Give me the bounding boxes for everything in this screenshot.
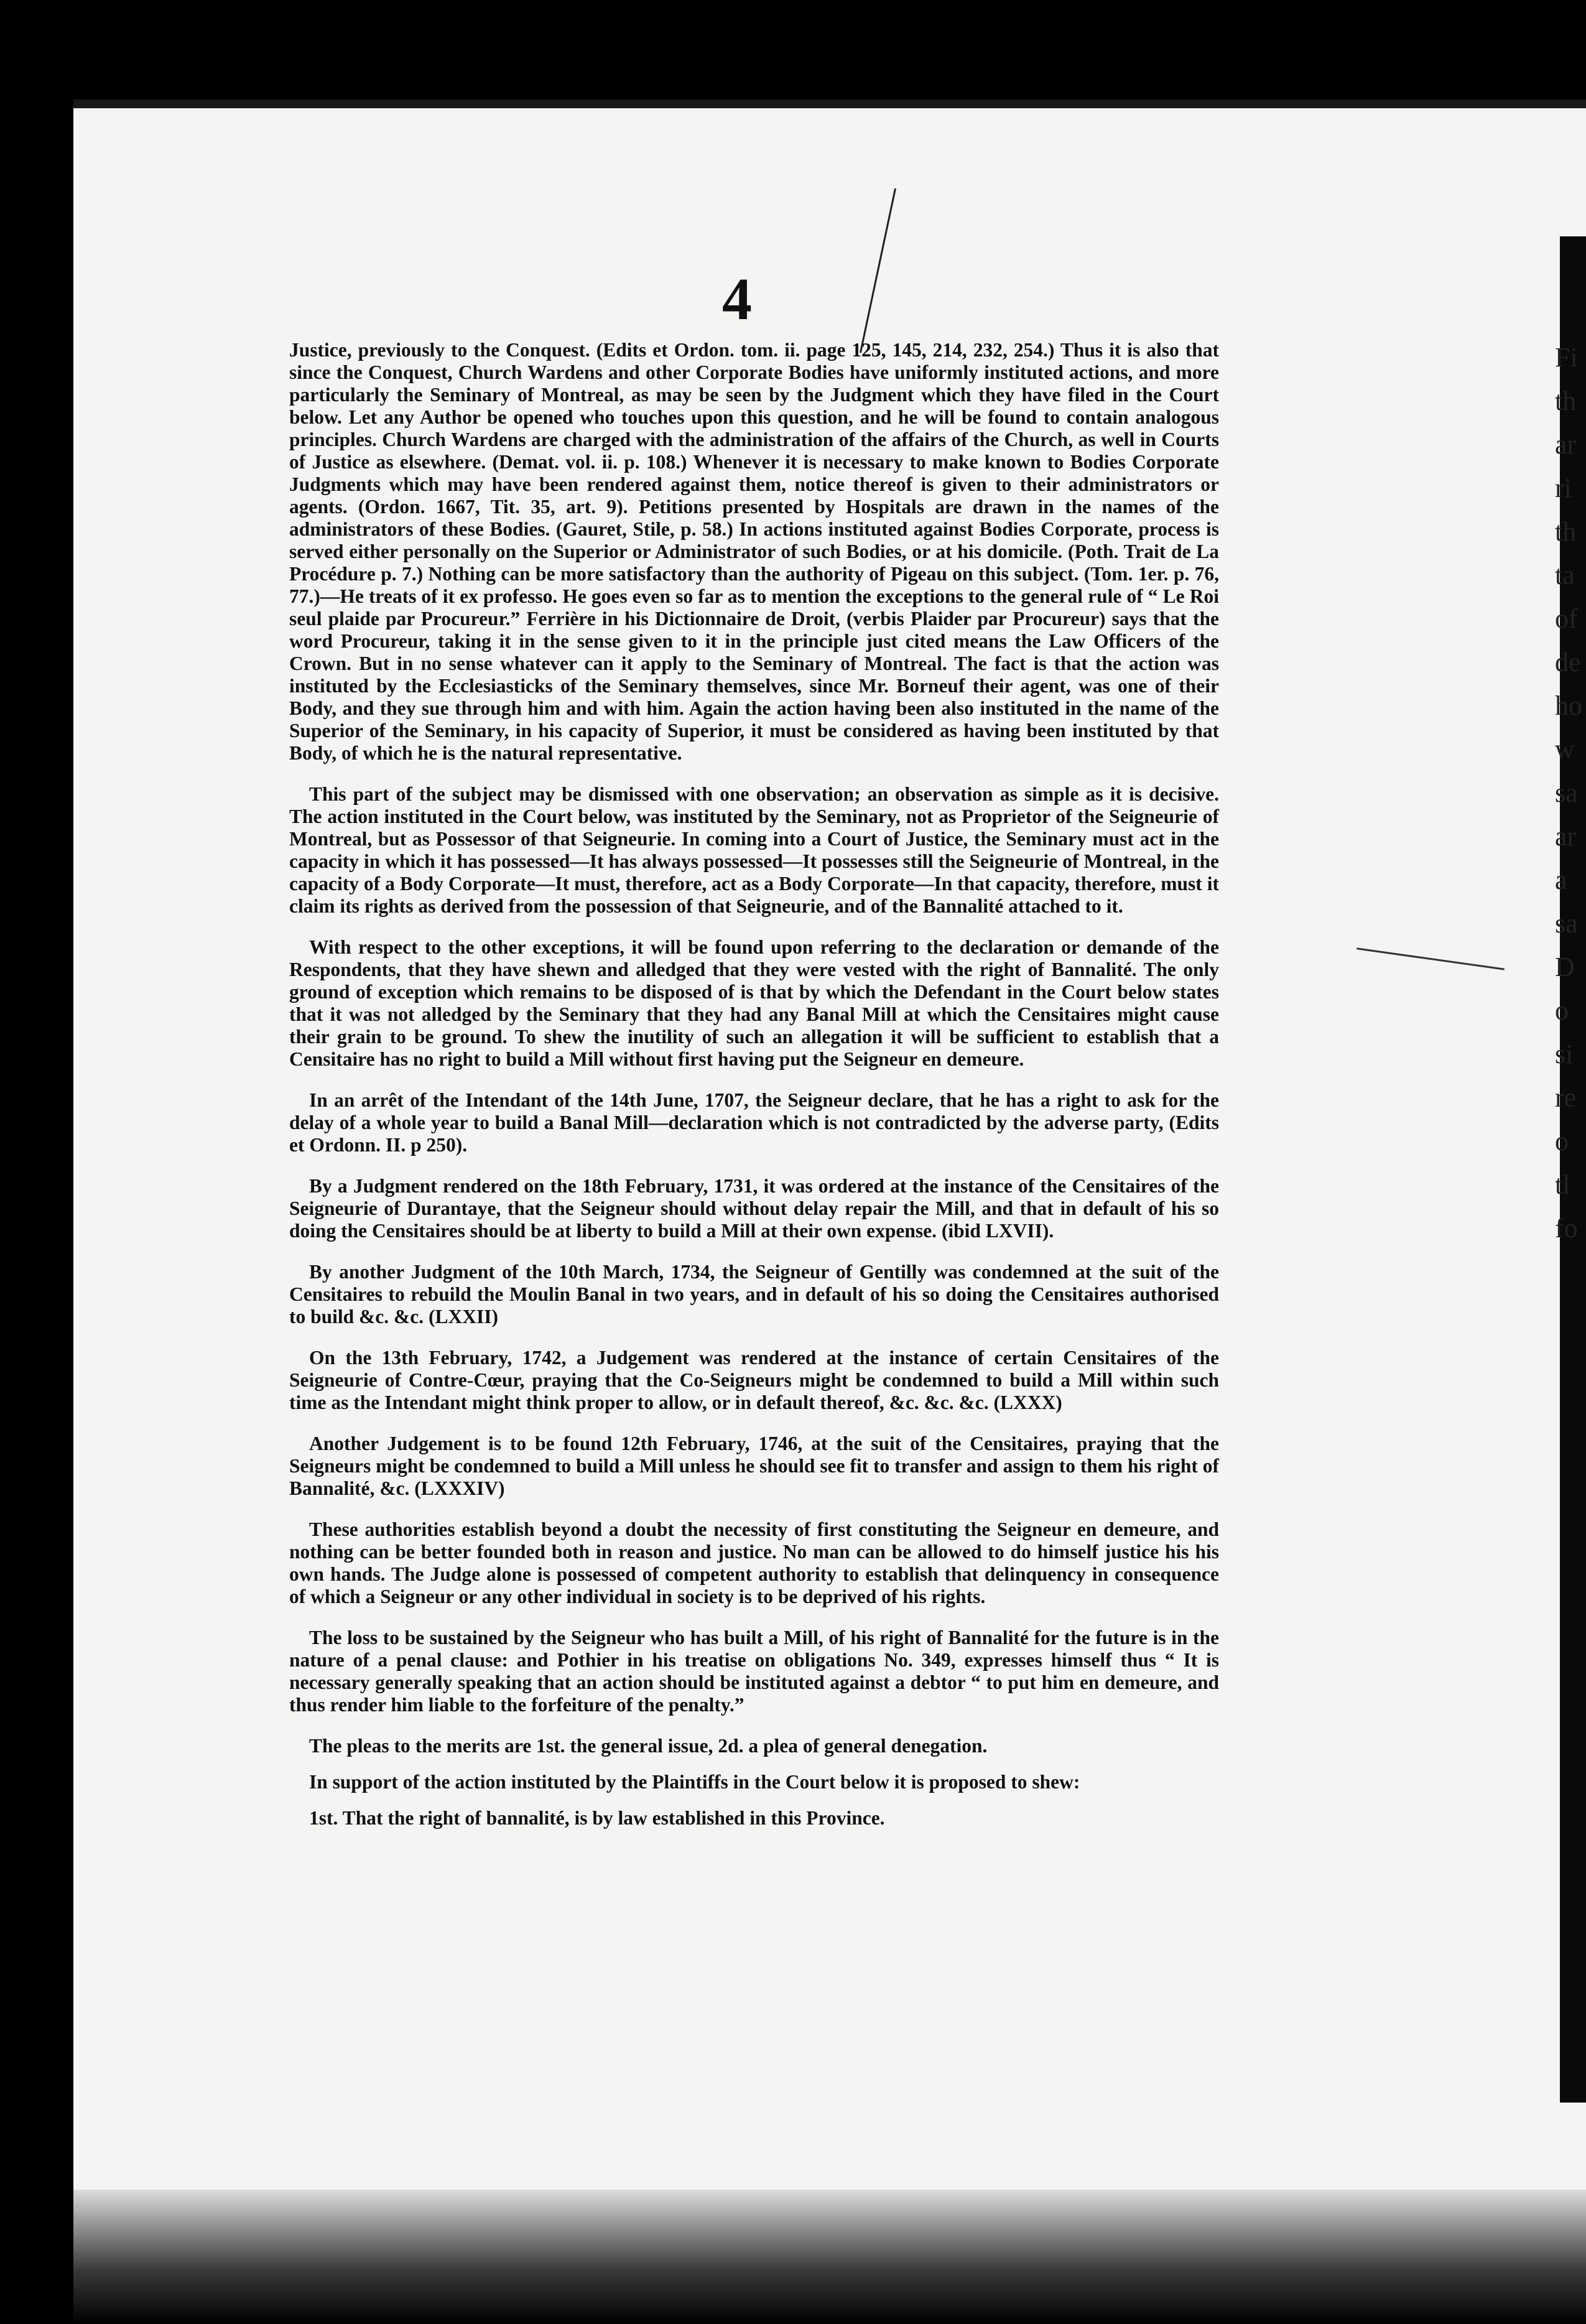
paragraph: The loss to be sustained by the Seigneur who has built a Mill, of his right of Bannalité for the future is in the nature of a penal clause: and Pothier in his treatise on obligations No. 349, expresses himself thus “ It is necessary generally speaking that an action should be instituted against a debtor “ to put him en demeure, and thus render him liable to the forfeiture of the penalty.” <box>289 1627 1219 1716</box>
paragraph: In an arrêt of the Intendant of the 14th June, 1707, the Seigneur declare, that he has a right to ask for the delay of a whole year to build a Banal Mill—declaration which is not contradicted by the adverse party, (Edits et Ordonn. II. p 250). <box>289 1089 1219 1156</box>
fragment: o <box>1555 995 1569 1026</box>
paragraph: On the 13th February, 1742, a Judgement was rendered at the instance of certain Censitaires of the Seigneurie of Contre-Cœur, praying that the Co-Seigneurs might be condemned to build a Mill within such time as the Intendant might think proper to allow, or in default thereof, &c. &c. &c. (LXXX) <box>289 1347 1219 1413</box>
document-body <box>289 339 1219 1843</box>
fragment: th <box>1555 516 1577 547</box>
fragment: de <box>1555 647 1581 677</box>
paragraph: By a Judgment rendered on the 18th February, 1731, it was ordered at the instance of the Censitaires of the Seigneurie of Durantaye, that the Seigneur should without delay repair the Mill, and that in default of his so doing the Censitaires should be at liberty to build a Mill at their own expense. (ibid LXVII). <box>289 1175 1219 1242</box>
paragraph: Justice, previously to the Conquest. (Edits et Ordon. tom. ii. page 125, 145, 214, 232, 254.) Thus it is also that since the Conquest, Church Wardens and other Corporate Bodies have uniformly instituted actions, and more particularly the Seminary of Montreal, as may be seen by the Judgment which they have filed in the Court below. Let any Author be opened who touches upon this question, and he will be found to contain analogous principles. Church Wardens are charged with the administration of the affairs of the Church, as well in Courts of Justice as elsewhere. (Demat. vol. ii. p. 108.) Whenever it is necessary to make known to Bodies Corporate Judgments which may have been rendered against them, notice thereof is given to their administrators or agents. (Ordon. 1667, Tit. 35, art. 9). Petitions presented by Hospitals are drawn in the names of the administrators of these Bodies. (Gauret, Stile, p. 58.) In actions instituted against Bodies Corporate, process is served either personally on the Superior or Administrator of such Bodies, or at his domicile. (Poth. Trait de La Procédure p. 7.) Nothing can be more satisfactory than the authority of Pigeau on this subject. (Tom. 1er. p. 76, 77.)—He treats of it ex professo. He goes even so far as to mention the exceptions to the general rule of “ Le Roi seul plaide par Procureur.” Ferrière in his Dictionnaire de Droit, (verbis Plaider par Procureur) says that the word Procureur, taking it in the sense given to it in the principle just cited means the Law Officers of the Crown. But in no sense whatever can it apply to the Seminary of Montreal. The fact is that the action was instituted by the Ecclesiasticks of the Seminary themselves, since Mr. Borneuf their agent, was one of their Body, and they sue through him and with him. Again the action having been also instituted in the name of the Superior of the Seminary, in his capacity of Superior, it must be considered as having been instituted by that Body, of which he is the natural representative. <box>289 339 1219 764</box>
fragment: o <box>1555 1126 1569 1156</box>
adjacent-page-fragments <box>1555 336 1586 2140</box>
fragment: th <box>1555 386 1577 416</box>
paragraph: With respect to the other exceptions, it will be found upon referring to the declaration or demande of the Respondents, that they have shewn and alledged that they were vested with the right of Bannalité. The only ground of exception which remains to be disposed of is that by which the Defendant in the Court below states that it was not alledged by the Seminary that they had any Banal Mill at which the Censitaires might cause their grain to be ground. To shew the inutility of such an allegation it will be sufficient to establish that a Censitaire has no right to build a Mill without first having put the Seigneur en demeure. <box>289 936 1219 1070</box>
fragment: a <box>1555 865 1567 895</box>
fragment: ar <box>1555 821 1577 852</box>
paragraph: The pleas to the merits are 1st. the general issue, 2d. a plea of general denegation. <box>309 1735 988 1757</box>
fragment: w <box>1555 734 1575 765</box>
paragraph: Another Judgement is to be found 12th February, 1746, at the suit of the Censitaires, praying that the Seigneurs might be condemned to build a Mill unless he should see fit to transfer and assign to them his right of Bannalité, &c. (LXXXIV) <box>289 1433 1219 1499</box>
fragment: of <box>1555 603 1578 634</box>
page-number: 4 <box>722 266 752 332</box>
paragraph: These authorities establish beyond a doubt the necessity of first constituting the Seigneur en demeure, and nothing can be better founded both in reason and justice. No man can be allowed to do himself justice his his own hands. The Judge alone is possessed of competent authority to establish that delinquency in consequence of which a Seigneur or any other individual in society is to be deprived of his rights. <box>289 1518 1219 1607</box>
fragment: ho <box>1555 690 1582 721</box>
paragraph: In support of the action instituted by the Plaintiffs in the Court below it is proposed to shew: <box>309 1771 1080 1793</box>
fragment: ri <box>1555 473 1572 503</box>
fragment: ar <box>1555 429 1577 460</box>
fragment: tl <box>1555 1169 1570 1200</box>
fragment: fo <box>1555 1213 1578 1243</box>
paragraph: 1st. That the right of bannalité, is by law established in this Province. <box>309 1807 885 1829</box>
fragment: si <box>1555 1039 1574 1069</box>
scan-bottom-shadow <box>73 2190 1586 2324</box>
paragraph: This part of the subject may be dismissed with one observation; an observation as simple as it is decisive. The action instituted in the Court below, was instituted by the Seminary, not as Proprietor of the Seigneurie of Montreal, but as Possessor of that Seigneurie. In coming into a Court of Justice, the Seminary must act in the capacity in which it has possessed—It has always possessed—It possesses still the Seigneurie of Montreal, in the capacity of a Body Corporate—It must, therefore, act as a Body Corporate—In that capacity, therefore, must it claim its rights as derived from the possession of that Seigneurie, and of the Bannalité attached to it. <box>289 783 1219 917</box>
fragment: D <box>1555 952 1575 982</box>
paragraph: By another Judgment of the 10th March, 1734, the Seigneur of Gentilly was condemned at the suit of the Censitaires to rebuild the Moulin Banal in two years, and in default of his so doing the Censitaires authorised to build &c. &c. (LXXII) <box>289 1261 1219 1327</box>
fragment: re <box>1555 1082 1577 1113</box>
fragment: ta <box>1555 560 1575 590</box>
fragment: sa <box>1555 908 1578 939</box>
fragment: Fi <box>1555 342 1578 373</box>
fragment: sa <box>1555 778 1578 808</box>
